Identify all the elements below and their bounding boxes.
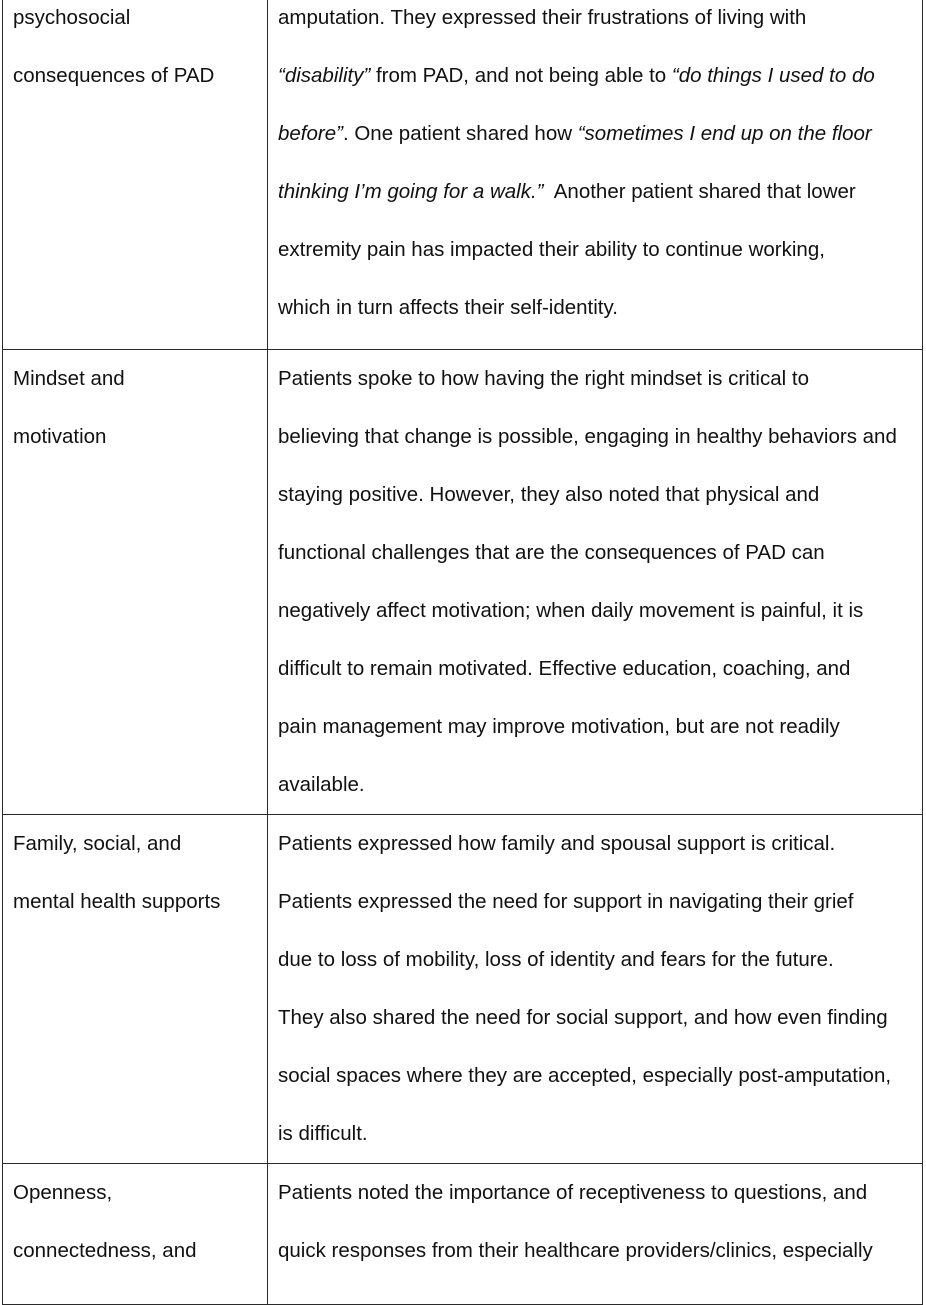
description-line: negatively affect motivation; when daily movement is painful, it is	[278, 599, 864, 622]
theme-cell	[3, 815, 268, 1164]
description-cell	[268, 815, 923, 1164]
quote-text: “disability”	[278, 64, 371, 87]
description-line: Patients expressed how family and spousal support is critical.	[278, 832, 836, 855]
theme-line: consequences of PAD	[13, 64, 215, 87]
theme-cell	[3, 0, 268, 350]
description-line: functional challenges that are the consequences of PAD can	[278, 541, 825, 564]
theme-line: connectedness, and	[13, 1239, 197, 1262]
theme-line: Mindset and	[13, 367, 125, 390]
description-line	[278, 47, 916, 105]
quote-text: “do things I used to do	[671, 64, 875, 87]
description-line: Patients expressed the need for support in navigating their grief	[278, 890, 854, 913]
theme-line: motivation	[13, 425, 107, 448]
table-row	[3, 0, 923, 350]
description-line: staying positive. However, they also noted that physical and	[278, 483, 820, 506]
description-line: They also shared the need for social support, and how even finding	[278, 1006, 888, 1029]
description-cell	[268, 350, 923, 815]
description-line	[278, 105, 916, 163]
description-line: pain management may improve motivation, but are not readily	[278, 715, 840, 738]
theme-line: Openness,	[13, 1181, 113, 1204]
description-line: social spaces where they are accepted, especially post-amputation,	[278, 1064, 892, 1087]
table-row	[3, 350, 923, 815]
description-line: difficult to remain motivated. Effective education, coaching, and	[278, 657, 851, 680]
description-line	[278, 279, 916, 337]
description-line	[278, 163, 916, 221]
text-run: from PAD, and not being able to	[370, 64, 672, 87]
description-line: due to loss of mobility, loss of identity and fears for the future.	[278, 948, 834, 971]
theme-cell	[3, 1164, 268, 1305]
quote-text: thinking I’m going for a walk.”	[278, 180, 544, 203]
description-line: believing that change is possible, engaging in healthy behaviors and	[278, 425, 897, 448]
theme-cell	[3, 350, 268, 815]
quote-text: before”	[278, 122, 343, 145]
description-line: Patients spoke to how having the right mindset is critical to	[278, 367, 809, 390]
description-line: is difficult.	[278, 1122, 368, 1145]
description-line: available.	[278, 773, 365, 796]
text-run: amputation. They expressed their frustrations of living with	[278, 6, 807, 29]
theme-line: Family, social, and	[13, 832, 182, 855]
text-run: which in turn affects their self-identity.	[278, 296, 618, 319]
description-line	[278, 0, 916, 47]
quote-text: “sometimes I end up on the floor	[577, 122, 872, 145]
description-line	[278, 221, 916, 279]
description-line: quick responses from their healthcare providers/clinics, especially	[278, 1239, 873, 1262]
description-line: Patients noted the importance of receptiveness to questions, and	[278, 1181, 868, 1204]
themes-table	[2, 0, 923, 1305]
theme-line: mental health supports	[13, 890, 221, 913]
text-run: extremity pain has impacted their ability to continue working,	[278, 238, 825, 261]
table-row	[3, 1164, 923, 1305]
table-row	[3, 815, 923, 1164]
description-cell	[268, 0, 923, 350]
text-run: . One patient shared how	[342, 122, 578, 145]
theme-line: psychosocial	[13, 6, 131, 29]
text-run: Another patient shared that lower	[543, 180, 856, 203]
description-cell	[268, 1164, 923, 1305]
